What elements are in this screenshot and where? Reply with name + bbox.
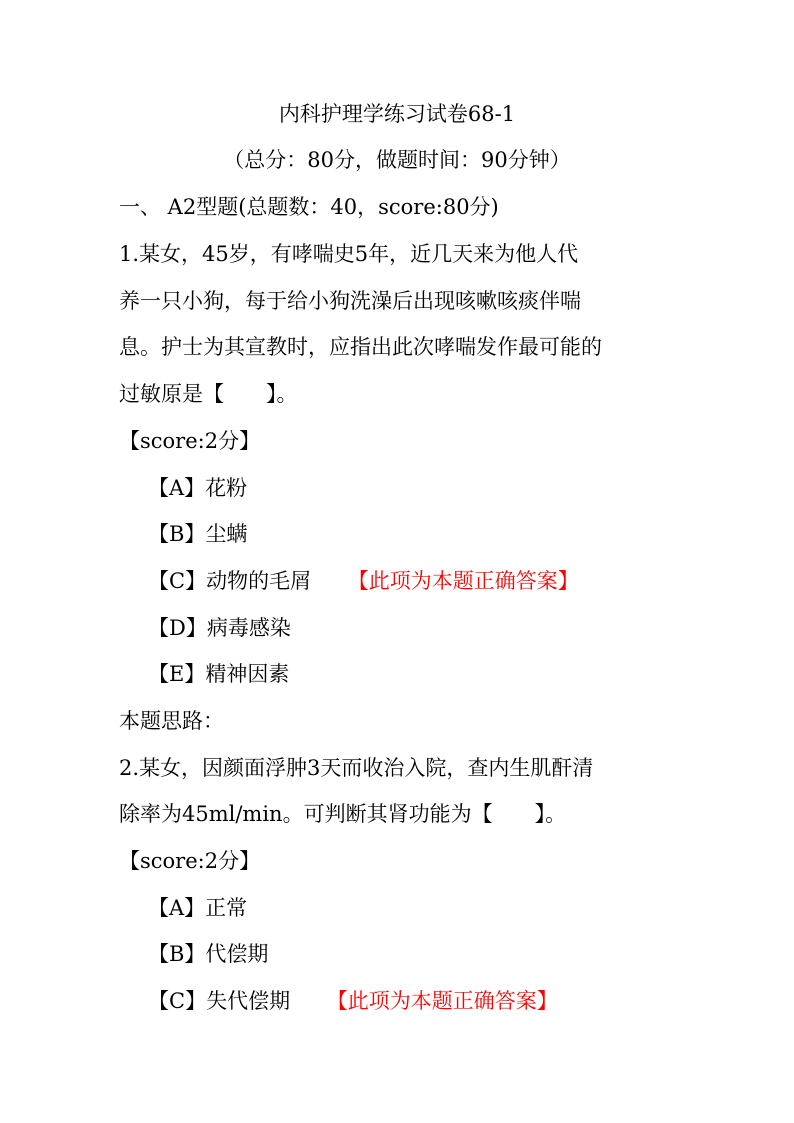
question-stem-line: 2.某女，因颜面浮肿3天而收治入院，查内生肌酐清: [119, 756, 594, 780]
option-a: [148, 894, 247, 922]
question-score: 【score:2分】: [119, 849, 261, 873]
option-a: [148, 474, 247, 502]
correct-answer-mark: 【此项为本题正确答案】: [347, 569, 579, 593]
option-b: [148, 940, 268, 968]
question-stem-line: 养一只小狗，每于给小狗洗澡后出现咳嗽咳痰伴喘: [119, 289, 581, 313]
exam-summary: （总分：80分，做题时间：90分钟）: [223, 148, 571, 172]
option-b: [148, 520, 247, 548]
question-stem-line: 过敏原是【 】。: [119, 382, 298, 406]
option-label: 【B】尘螨: [148, 522, 248, 546]
page-title: 内科护理学练习试卷68-1: [278, 102, 516, 126]
option-label: 【B】代偿期: [148, 942, 269, 966]
option-label: 【E】精神因素: [148, 662, 290, 686]
option-label: 【A】花粉: [148, 476, 248, 500]
option-c: [148, 567, 579, 595]
option-label: 【C】动物的毛屑: [148, 569, 312, 593]
correct-answer-mark: 【此项为本题正确答案】: [326, 989, 558, 1013]
question-stem-line: 息。护士为其宣教时，应指出此次哮喘发作最可能的: [119, 335, 602, 359]
option-label: 【C】失代偿期: [148, 989, 291, 1013]
question-analysis: 本题思路：: [119, 709, 224, 733]
option-c: [148, 987, 558, 1015]
question-stem-line: 除率为45ml/min。可判断其肾功能为【 】。: [119, 802, 567, 826]
section-heading: 一、 A2型题(总题数：40，score:80分): [119, 195, 499, 219]
option-d: [148, 614, 291, 642]
question-stem-line: 1.某女，45岁，有哮喘史5年，近几天来为他人代: [119, 242, 579, 266]
option-label: 【A】正常: [148, 896, 248, 920]
option-e: [148, 660, 289, 688]
option-label: 【D】病毒感染: [148, 616, 291, 640]
question-score: 【score:2分】: [119, 429, 261, 453]
